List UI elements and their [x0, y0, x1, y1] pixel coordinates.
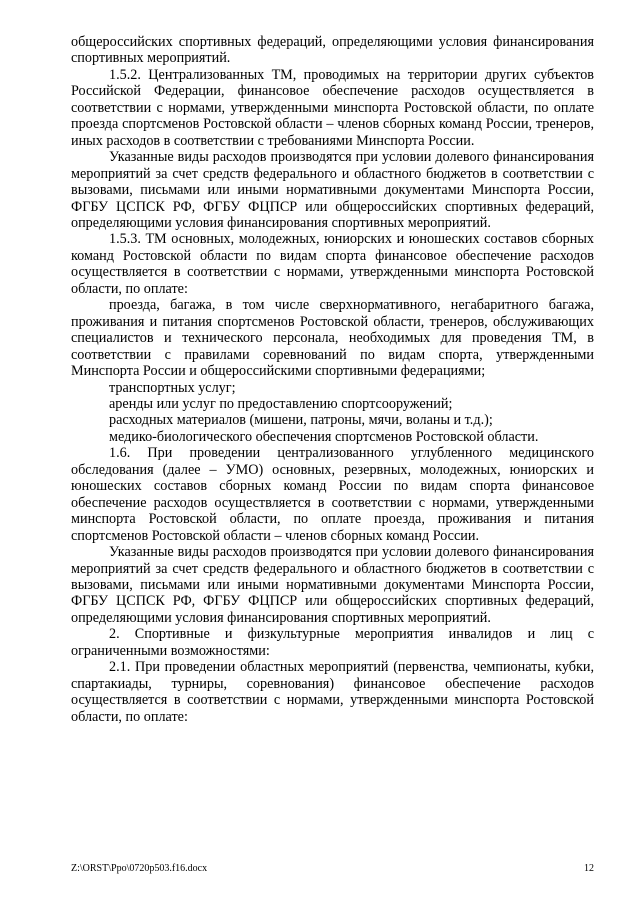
document-body [71, 34, 594, 725]
page-footer [71, 863, 594, 874]
paragraph: 1.6. При проведении централизованного углубленного медицинского обследования (далее – УМО) основных, резервных, молодежных, юниорских и юношеских составов сборных команд России по видам спорта финансовое обеспечение расходов осуществляется в соответствии с нормами, утвержденными минспорта Ростовской области, по оплате проезда, проживания и питания спортсменов Ростовской области – членов сборных команд России. [71, 445, 594, 544]
paragraph: проезда, багажа, в том числе сверхнормативного, негабаритного багажа, проживания и питания спортсменов Ростовской области, тренеров, обслуживающих специалистов и технического персонала, необходимых для проведения ТМ, в соответствии с правилами соревнований по видам спорта, утвержденными Минспорта России и общероссийскими спортивными федерациями; [71, 297, 594, 380]
list-item: транспортных услуг; [109, 379, 236, 396]
paragraph: общероссийских спортивных федераций, определяющими условия финансирования спортивных мероприятий. [71, 34, 594, 67]
paragraph: Указанные виды расходов производятся при условии долевого финансирования мероприятий за счет средств федерального и областного бюджетов в соответствии с вызовами, письмами или иными нормативными документами Минспорта России, ФГБУ ЦСПСК РФ, ФГБУ ФЦПСР или общероссийских спортивных федераций, определяющими условия финансирования спортивных мероприятий. [71, 544, 594, 626]
paragraph: 2.1. При проведении областных мероприятий (первенства, чемпионаты, кубки, спартакиады, турниры, соревнования) финансовое обеспечение расходов осуществляется в соответствии с нормами, утвержденными минспорта Ростовской области, по оплате: [71, 659, 594, 725]
paragraph: Указанные виды расходов производятся при условии долевого финансирования мероприятий за счет средств федерального и областного бюджетов в соответствии с вызовами, письмами или иными нормативными документами Минспорта России, ФГБУ ЦСПСК РФ, ФГБУ ФЦПСР или общероссийских спортивных федераций, определяющими условия финансирования спортивных мероприятий. [71, 149, 594, 231]
list-item: медико-биологического обеспечения спортсменов Ростовской области. [109, 428, 539, 445]
paragraph: 1.5.3. ТМ основных, молодежных, юниорских и юношеских составов сборных команд Ростовской области по видам спорта финансовое обеспечение расходов осуществляется в соответствии с нормами, утвержденными минспорта Ростовской области, по оплате: [71, 231, 594, 297]
footer-file-path: Z:\ORST\Ppo\0720p503.f16.docx [71, 863, 208, 874]
paragraph: 2. Спортивные и физкультурные мероприятия инвалидов и лиц с ограниченными возможностями: [71, 626, 594, 659]
list-item: расходных материалов (мишени, патроны, мячи, воланы и т.д.); [109, 412, 493, 429]
paragraph: 1.5.2. Централизованных ТМ, проводимых на территории других субъектов Российской Федерации, финансовое обеспечение расходов осуществляется в соответствии с нормами, утвержденными минспорта Ростовской области, по оплате проезда спортсменов Ростовской области – членов сборных команд России, тренеров, иных расходов в соответствии с требованиями Минспорта России. [71, 66, 594, 149]
page-number: 12 [584, 863, 594, 874]
list-item: аренды или услуг по предоставлению спортсооружений; [109, 395, 453, 412]
